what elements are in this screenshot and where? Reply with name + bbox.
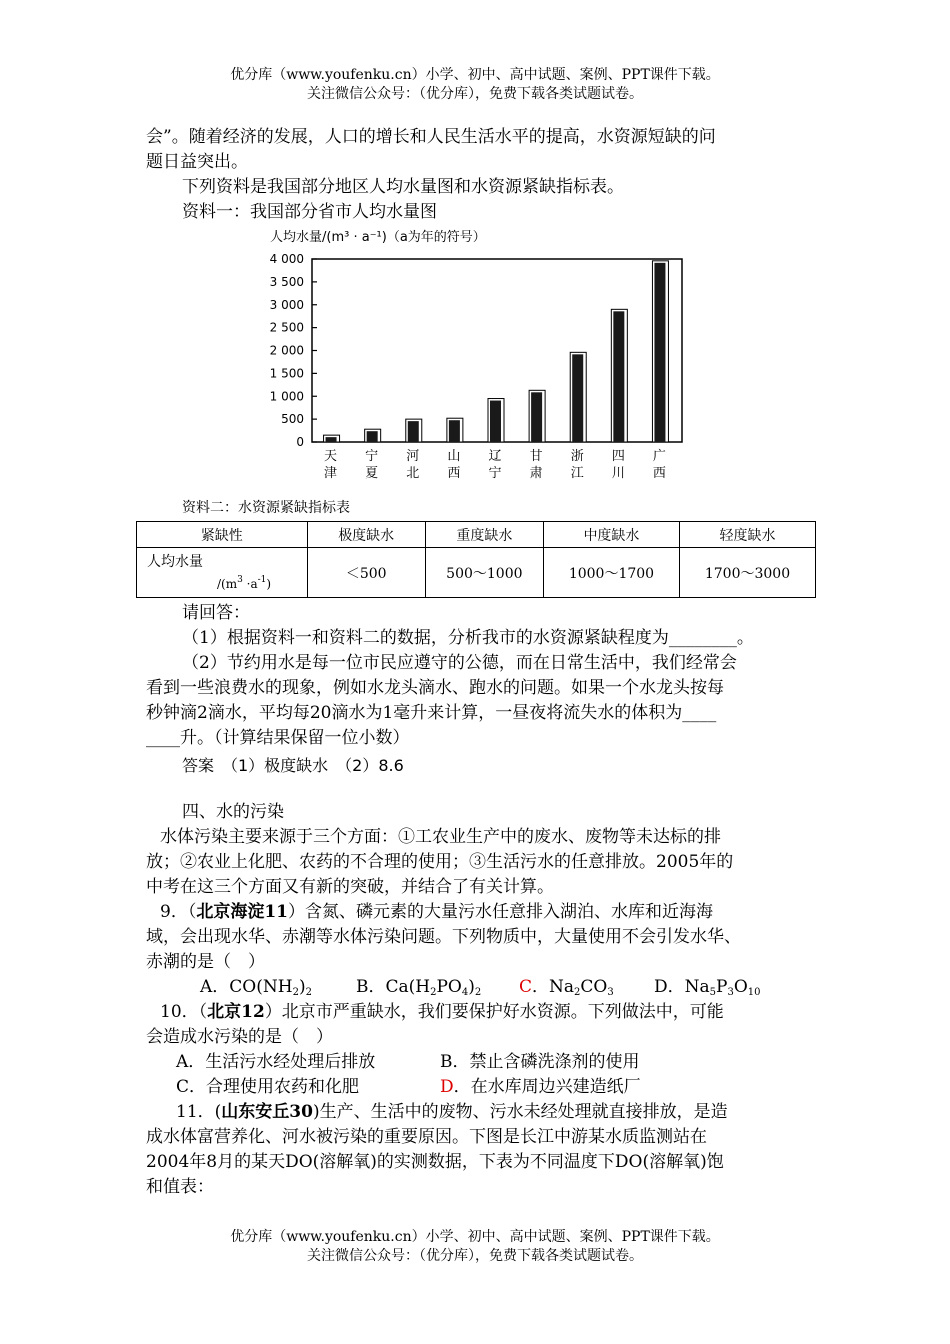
q9-option-b: B．$Ca(H_2PO_4)_2$ (356, 977, 482, 998)
q9-option-c: C．$Na_2CO_3$ (519, 977, 614, 998)
bar-chart (258, 225, 698, 487)
question-2-line-2: 看到一些浪费水的现象，例如水龙头滴水、跑水的问题。如果一个水龙头按每 (146, 678, 724, 698)
bar-8 (654, 263, 665, 442)
header-line-2: 关注微信公众号：（优分库），免费下载各类试题试卷。 (307, 86, 643, 102)
category-label: 宁 (365, 449, 379, 464)
q10-line-2: 会造成水污染的是（ ） (146, 1027, 333, 1047)
category-label: 津 (324, 466, 338, 481)
question-1: （1）根据资料一和资料二的数据，分析我市的水资源紧缺程度为________。 (182, 628, 754, 648)
row-unit: $/(m^3 \cdot a^{-1})$ (217, 574, 272, 591)
intro-line-1: 会”。随着经济的发展，人口的增长和人民生活水平的提高，水资源短缺的问 (146, 127, 716, 147)
q11-line-4: 和值表： (146, 1177, 214, 1197)
answer-line: 答案 （1）极度缺水 （2）8.6 (182, 756, 404, 775)
question-2-line-3: 秒钟滴2滴水，平均每20滴水为1毫升来计算，一昼夜将流失水的体积为____ (146, 703, 717, 723)
y-tick-label: 500 (281, 412, 304, 427)
category-label: 四 (611, 449, 625, 464)
y-tick-label: 3 500 (269, 274, 304, 289)
bar-6 (572, 354, 583, 442)
q9-option-a: A．$CO(NH_2)_2$ (200, 977, 312, 998)
intro-line-3: 下列资料是我国部分地区人均水量图和水资源紧缺指标表。 (182, 177, 624, 197)
table-header: 轻度缺水 (679, 522, 815, 548)
category-label: 浙 (570, 449, 584, 464)
category-label: 川 (611, 466, 625, 481)
category-label: 西 (652, 466, 666, 481)
table-cell: ＜500 (307, 548, 425, 598)
y-tick-label: 1 500 (269, 366, 304, 381)
y-tick-label: 3 000 (269, 297, 304, 312)
category-label: 肃 (529, 466, 543, 481)
bar-1 (367, 431, 378, 442)
q11-line-3: 2004年8月的某天DO(溶解氧)的实测数据，下表为不同温度下DO(溶解氧)饱 (146, 1152, 724, 1172)
table-header-row (137, 522, 816, 548)
y-tick-label: 0 (296, 435, 304, 449)
q11-source: 山东安丘30 (221, 1102, 313, 1122)
section-paragraph-line: 中考在这三个方面又有新的突破，并结合了有关计算。 (146, 877, 554, 897)
bar-chart-svg (258, 225, 698, 487)
category-label: 宁 (488, 466, 502, 481)
scarcity-table (136, 521, 816, 598)
category-label: 广 (652, 449, 666, 464)
row-label: 人均水量 (147, 553, 203, 570)
q11-line-2: 成水体富营养化、河水被污染的重要原因。下图是长江中游某水质监测站在 (146, 1127, 707, 1147)
bar-4 (490, 401, 501, 442)
table-row (137, 548, 816, 598)
q10-option-c: C．合理使用农药和化肥 (176, 1077, 360, 1097)
footer-line-1: 优分库（www.youfenku.cn）小学、初中、高中试题、案例、PPT课件下载。 (230, 1229, 720, 1245)
table-cell: 500～1000 (425, 548, 543, 598)
row-label-cell (137, 548, 308, 598)
q10-option-a: A．生活污水经处理后排放 (176, 1052, 376, 1072)
category-label: 山 (447, 449, 461, 464)
category-label: 甘 (529, 449, 543, 464)
bar-0 (326, 437, 337, 442)
category-label: 辽 (488, 449, 502, 464)
table-header: 重度缺水 (425, 522, 543, 548)
category-label: 江 (570, 466, 584, 481)
bar-5 (531, 392, 542, 442)
category-label: 北 (406, 466, 420, 481)
header-line-1: 优分库（www.youfenku.cn）小学、初中、高中试题、案例、PPT课件下载。 (230, 67, 720, 83)
y-tick-label: 1 000 (269, 389, 304, 404)
q10-line-1: 10．（北京12）北京市严重缺水，我们要保护好水资源。下列做法中，可能 (160, 1002, 724, 1022)
table-header: 紧缺性 (137, 522, 308, 548)
category-label: 河 (406, 449, 420, 464)
question-2-line-1: （2）节约用水是每一位市民应遵守的公德，而在日常生活中，我们经常会 (182, 653, 737, 673)
q10-option-d: D．在水库周边兴建造纸厂 (440, 1077, 641, 1097)
q10-option-b: B．禁止含磷洗涤剂的使用 (440, 1052, 640, 1072)
table-cell: 1000～1700 (543, 548, 679, 598)
footer-line-2: 关注微信公众号：（优分库），免费下载各类试题试卷。 (307, 1248, 643, 1264)
q9-option-d: D．$Na_5P_3O_{10}$ (654, 977, 761, 998)
q9-source: 北京海淀11 (196, 902, 288, 922)
q9-line-2: 域，会出现水华、赤潮等水体污染问题。下列物质中，大量使用不会引发水华、 (146, 927, 741, 947)
category-label: 西 (447, 466, 461, 481)
ask-line: 请回答： (182, 603, 250, 623)
bar-3 (449, 420, 460, 442)
y-tick-label: 4 000 (269, 252, 304, 266)
table-caption: 资料二：水资源紧缺指标表 (182, 500, 350, 516)
question-2-line-4: ____升。（计算结果保留一位小数） (146, 728, 410, 748)
bar-7 (613, 311, 624, 442)
section-title: 四、水的污染 (182, 802, 284, 822)
q10-source: 北京12 (207, 1002, 265, 1022)
y-tick-label: 2 500 (269, 320, 304, 335)
y-tick-label: 2 000 (269, 343, 304, 358)
intro-line-2: 题日益突出。 (146, 152, 248, 172)
chart-caption: 资料一：我国部分省市人均水量图 (182, 202, 437, 222)
category-label: 夏 (365, 466, 379, 481)
table-header: 极度缺水 (307, 522, 425, 548)
chart-title: 人均水量/(m³ · a⁻¹)（a为年的符号） (270, 230, 486, 245)
q9-line-1: 9．（北京海淀11）含氮、磷元素的大量污水任意排入湖泊、水库和近海海 (160, 902, 713, 922)
q11-line-1: 11．(山东安丘30)生产、生活中的废物、污水未经处理就直接排放，是造 (176, 1102, 728, 1122)
q9-line-3: 赤潮的是（ ） (146, 952, 265, 972)
section-paragraph-line: 放；②农业上化肥、农药的不合理的使用；③生活污水的任意排放。2005年的 (146, 852, 734, 872)
category-label: 天 (324, 449, 338, 464)
section-paragraph-line: 水体污染主要来源于三个方面：①工农业生产中的废水、废物等未达标的排 (160, 827, 721, 847)
table-header: 中度缺水 (543, 522, 679, 548)
bar-2 (408, 421, 419, 442)
table-cell: 1700～3000 (679, 548, 815, 598)
